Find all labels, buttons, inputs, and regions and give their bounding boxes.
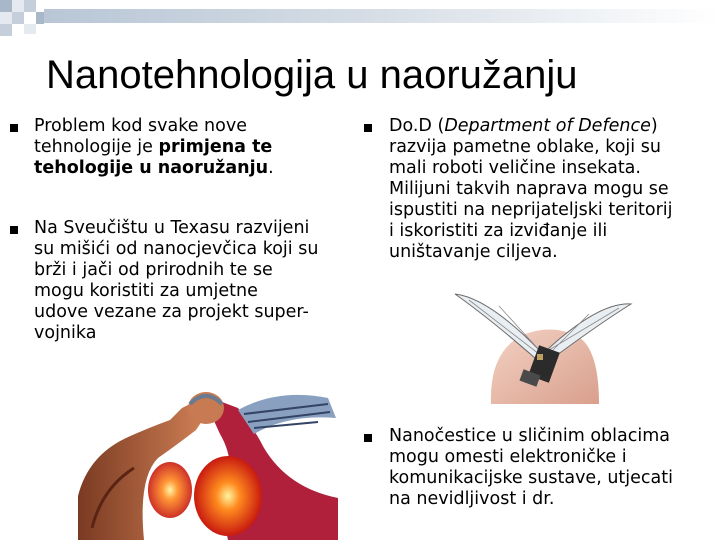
bullet-line: mogu koristiti za umjetne (34, 281, 258, 301)
bullet-marker (364, 434, 372, 442)
bullet-line: uništavanje ciljeva. (389, 242, 558, 262)
bullet-line: Na Sveučištu u Texasu razvijeni (34, 218, 310, 238)
bullet-line: tehnologije je primjena te (34, 137, 273, 157)
bullet-line: razvija pametne oblake, koji su (389, 137, 661, 157)
micro-robot-on-finger-image (449, 288, 635, 404)
bullet-line: su mišići od nanocjevčica koji su (34, 239, 319, 259)
bullet-problem-text (34, 116, 354, 179)
bullet-muscles-text (34, 218, 364, 344)
arm-wrestling-image (78, 378, 338, 540)
bullet-line: udove vezane za projekt super- (34, 302, 309, 322)
bullet-line: mali roboti veličine insekata. (389, 158, 641, 178)
bullet-line: vojnika (34, 323, 97, 343)
bullet-line: Problem kod svake nove (34, 116, 247, 136)
bullet-line: Do.D (Department of Defence) (389, 116, 658, 136)
bullet-line: brži i jači od prirodnih te se (34, 260, 273, 280)
slide-title: Nanotehnologija u naoružanju (46, 53, 578, 97)
bullet-line: ispustiti na neprijateljski teritorij (389, 200, 673, 220)
bullet-marker (364, 124, 372, 132)
bullet-marker (10, 226, 18, 234)
bullet-line: na nevidljivost i dr. (389, 489, 555, 509)
bullet-line: Nanočestice u sličinim oblacima (389, 426, 670, 446)
bullet-line: i iskoristiti za izviđanje ili (389, 221, 608, 241)
decorative-checker-strip (0, 0, 720, 40)
bullet-line: komunikacijske sustave, utjecati (389, 468, 673, 488)
bullet-dod-text (389, 116, 719, 263)
bullet-line: tehologije u naoružanju. (34, 158, 274, 178)
bullet-nanoparticles-text (389, 426, 714, 510)
bullet-line: Milijuni takvih naprava mogu se (389, 179, 669, 199)
bullet-line: mogu omesti elektroničke i (389, 447, 627, 467)
bullet-marker (10, 124, 18, 132)
